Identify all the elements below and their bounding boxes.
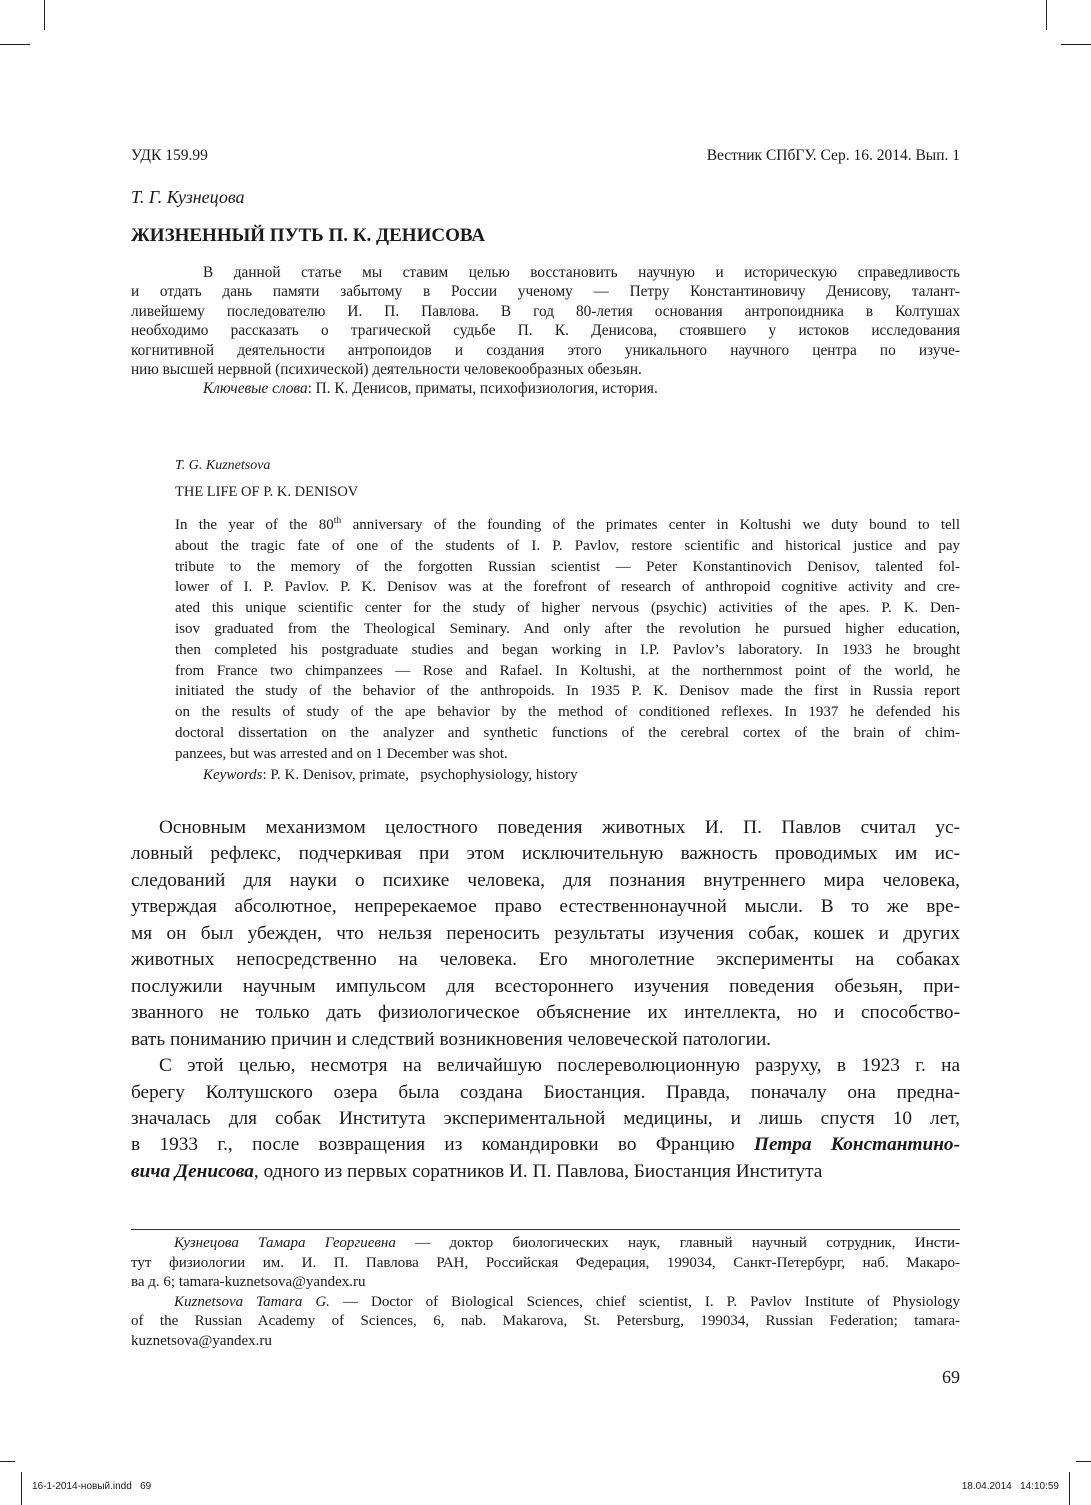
text-line: нию высшей нервной (психической) деятельности человекообразных обезьян. bbox=[131, 361, 642, 379]
text-line: of the Russian Academy of Sciences, 6, nab. Makarova, St. Petersburg, 199034, Russian Federation; tamara- bbox=[131, 1313, 960, 1330]
text-line bbox=[175, 765, 960, 786]
text-line: panzees, but was arrested and on 1 December was shot. bbox=[175, 745, 508, 762]
footnote-divider bbox=[131, 1229, 960, 1230]
crop-mark bbox=[21, 1472, 22, 1505]
crop-mark bbox=[0, 1461, 15, 1462]
crop-mark bbox=[1069, 1472, 1070, 1505]
label-text: Keywords bbox=[203, 766, 263, 783]
text-segment: In the year of the 80 bbox=[175, 517, 334, 533]
page-number: 69 bbox=[942, 1367, 960, 1387]
text-line bbox=[175, 511, 960, 536]
label-text: Кузнецова Тамара Георгиевна bbox=[174, 1235, 396, 1251]
text-segment: в 1933 г., после возвращения из командировки во Францию bbox=[131, 1134, 754, 1156]
text-segment: : P. K. Denisov, primate, psychophysiology, history bbox=[262, 766, 578, 783]
crop-mark bbox=[1076, 1461, 1091, 1462]
text-line: следований для науки о психике человека, для познания внутреннего мира человека, bbox=[131, 869, 960, 891]
emphasized-name: вича Денисова bbox=[131, 1160, 254, 1182]
text-line: В данной статье мы ставим целью восстановить научную и историческую справедливость bbox=[203, 264, 960, 281]
text-segment: th bbox=[333, 515, 342, 526]
print-slug-file: 16-1-2014-новый.indd 69 bbox=[32, 1481, 152, 1492]
crop-mark bbox=[44, 0, 45, 30]
text-line: С этой целью, несмотря на величайшую послереволюционную разруху, в 1923 г. на bbox=[159, 1055, 960, 1077]
emphasized-name: Петра Константино- bbox=[753, 1134, 960, 1156]
text-line: doctoral dissertation on the analyzer and synthetic functions of the cerebral cortex of the brain of chim- bbox=[175, 724, 960, 741]
udk-code: УДК 159.99 bbox=[131, 147, 208, 164]
abstract-en bbox=[175, 511, 960, 785]
text-line: когнитивной деятельности антропоидов и создания этого уникального научного центра по изуче- bbox=[131, 341, 960, 359]
text-line: from France two chimpanzees — Rose and Rafael. In Koltushi, at the northernmost point of the world, he bbox=[175, 662, 960, 679]
text-line: on the results of study of the ape behavior by the method of conditioned reflexes. In 1937 he defended his bbox=[175, 704, 960, 721]
text-line: ва д. 6; tamara-kuznetsova@yandex.ru bbox=[131, 1274, 366, 1291]
text-line: утверждая абсолютное, непререкаемое право естественнонаучной мысли. В то же вре- bbox=[131, 896, 960, 918]
label-text: Ключевые слова bbox=[203, 380, 308, 398]
text-line bbox=[131, 1132, 960, 1158]
article-title-ru: ЖИЗНЕННЫЙ ПУТЬ П. К. ДЕНИСОВА bbox=[131, 225, 486, 246]
text-line: ливейшему последователю И. П. Павлова. В год 80-летия основания антропоидника в Колтушах bbox=[131, 302, 960, 320]
text-line: kuznetsova@yandex.ru bbox=[131, 1332, 272, 1349]
crop-mark bbox=[1061, 44, 1091, 45]
text-line: tribute to the memory of the forgotten Russian scientist — Peter Konstantinovich Denisov, talented fol- bbox=[175, 558, 960, 575]
text-line bbox=[131, 1293, 960, 1313]
text-line bbox=[131, 1159, 960, 1185]
text-line: about the tragic fate of one of the students of I. P. Pavlov, restore scientific and historical justice and pay bbox=[175, 537, 960, 554]
text-line: мя он был убежден, что нельзя переносить результаты изучения собак, кошек и других bbox=[131, 922, 960, 944]
text-line: значалась для собак Института экспериментальной медицины, и лишь спустя 10 лет, bbox=[131, 1107, 960, 1129]
article-title-en: THE LIFE OF P. K. DENISOV bbox=[175, 484, 359, 500]
abstract-ru bbox=[131, 263, 960, 399]
author-en: T. G. Kuznetsova bbox=[175, 458, 271, 473]
text-line: тут физиологии им. И. П. Павлова РАН, Российская Федерация, 199034, Санкт-Петербург, наб. Макаро- bbox=[131, 1254, 960, 1271]
text-segment: — Doctor of Biological Sciences, chief scientist, I. P. Pavlov Institute of Physiology bbox=[329, 1293, 960, 1310]
text-line: званного не только дать физиологическое объяснение их интеллекта, но и способство- bbox=[131, 1002, 960, 1024]
text-line: lower of I. P. Pavlov. P. K. Denisov was at the forefront of research of anthropoid cognitive activity and cre- bbox=[175, 579, 960, 596]
text-segment: anniversary of the founding of the primates center in Koltushi we duty bound to tell bbox=[341, 517, 960, 533]
crop-mark bbox=[1046, 0, 1047, 30]
text-line: вать пониманию причин и следствий возникновения человеческой патологии. bbox=[131, 1028, 772, 1050]
text-line bbox=[131, 379, 960, 398]
journal-reference: Вестник СПбГУ. Сер. 16. 2014. Вып. 1 bbox=[706, 147, 960, 164]
text-line: животных непосредственно на человека. Его многолетние эксперименты на собаках bbox=[131, 949, 960, 971]
text-line: ловный рефлекс, подчеркивая при этом исключительную важность проводимых им ис- bbox=[131, 843, 960, 865]
text-line: ated this unique scientific center for the study of higher nervous (psychic) activities of the apes. P. K. Den- bbox=[175, 600, 960, 617]
print-slug-datetime: 18.04.2014 14:10:59 bbox=[961, 1481, 1059, 1492]
text-line: then completed his postgraduate studies and began working in I.P. Pavlov’s laboratory. In 1933 he brought bbox=[175, 641, 960, 658]
text-line: берегу Колтушского озера была создана Биостанция. Правда, поначалу она предна- bbox=[131, 1081, 960, 1103]
label-text: Kuznetsova Tamara G. bbox=[174, 1293, 330, 1310]
text-line: послужили научным импульсом для всестороннего изучения поведения обезьян, при- bbox=[131, 975, 960, 997]
text-segment: — доктор биологических наук, главный научный сотрудник, Инсти- bbox=[395, 1235, 960, 1251]
text-line: initiated the study of the behavior of the anthropoids. In 1935 P. K. Denisov made the first in Russia report bbox=[175, 683, 960, 700]
footnotes bbox=[131, 1234, 960, 1352]
text-segment: , одного из первых соратников И. П. Павлова, Биостанция Института bbox=[253, 1160, 823, 1182]
text-line bbox=[131, 1234, 960, 1254]
text-segment: : П. К. Денисов, приматы, психофизиология, история. bbox=[307, 380, 658, 398]
text-line: isov graduated from the Theological Seminary. And only after the revolution he pursued higher education, bbox=[175, 620, 960, 637]
crop-mark bbox=[0, 44, 30, 45]
text-line: и отдать дань памяти забытому в России ученому — Петру Константиновичу Денисову, талант- bbox=[131, 283, 960, 301]
text-line: необходимо рассказать о трагической судьбе П. К. Денисова, стоявшего у истоков исследования bbox=[131, 322, 960, 340]
text-line: Основным механизмом целостного поведения животных И. П. Павлов считал ус- bbox=[159, 817, 960, 838]
body-text bbox=[131, 815, 960, 1185]
author-ru: Т. Г. Кузнецова bbox=[131, 187, 245, 207]
